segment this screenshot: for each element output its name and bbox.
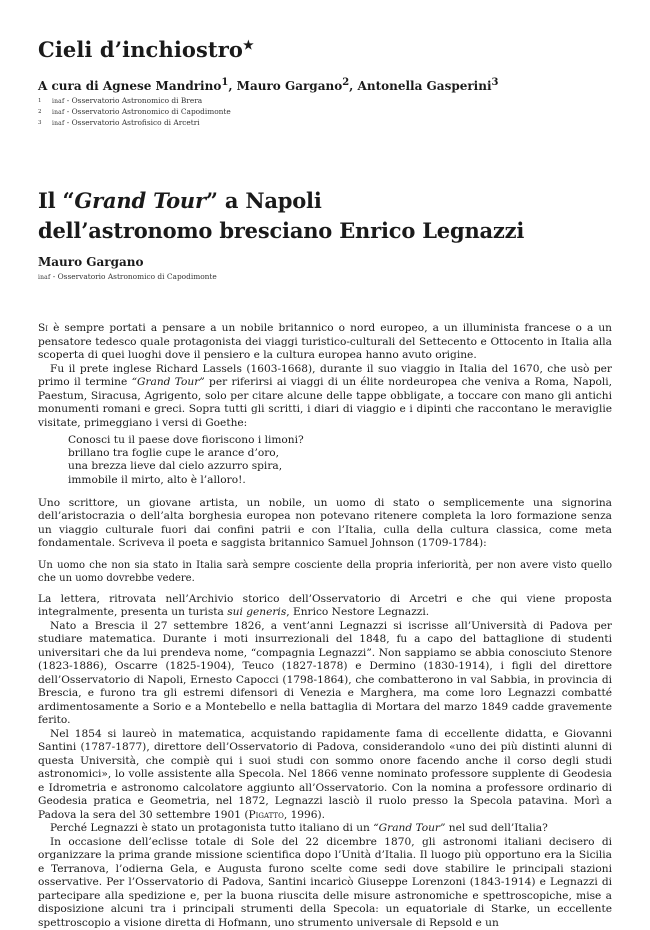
- curator-name: Agnese Mandrino: [102, 79, 222, 93]
- paragraph: Si è sempre portati a pensare a un nobile britannico o nord europeo, a un illuminista francese o a un pensatore tedesco quale protagonista dei viaggi turistico-culturali del Settecento e Ottocento in Italia alla scoperta di quei luoghi dove il pensiero e la cultura europea hanno avuto origine.: [38, 322, 612, 361]
- author-affiliation: inaf - Osservatorio Astronomico di Capodimonte: [38, 272, 217, 281]
- affiliation: 3 inaf - Osservatorio Astrofisico di Arcetri: [38, 118, 200, 127]
- article-title: Il “Grand Tour” a Napoli dell’astronomo bresciano Enrico Legnazzi: [38, 188, 525, 243]
- paragraph: Uno scrittore, un giovane artista, un nobile, un uomo di stato o semplicemente una signorina dell’aristocrazia o dell’alta borghesia europea non potevano ritenere completa la loro formazione senza un viaggio culturale fuori dai confini patrii e con l’Italia, culla della cultura classica, come meta fondamentale. Scriveva il poeta e saggista britannico Samuel Johnson (1709-1784):: [38, 496, 612, 550]
- curators-line: A cura di Agnese Mandrino$^1$, Mauro Gargano$^2$, Antonella Gasperini$^3$: [38, 77, 499, 93]
- paragraph: La lettera, ritrovata nell’Archivio storico dell’Osservatorio di Arcetri e che qui viene proposta integralmente, presenta un turista sui generis, Enrico Nestore Legnazzi.: [38, 592, 612, 619]
- article-body: [38, 322, 612, 930]
- star-icon: ★: [243, 38, 254, 52]
- block-quote: Un uomo che non sia stato in Italia sarà sempre cosciente della propria inferiorità, per non avere visto quello che un uomo dovrebbe vedere.: [38, 559, 612, 584]
- affiliation: 1 inaf - Osservatorio Astronomico di Brera: [38, 96, 203, 105]
- curator-name: Mauro Gargano: [236, 79, 343, 93]
- affiliation: 2 inaf - Osservatorio Astronomico di Capodimonte: [38, 107, 231, 116]
- poem-quote: Conosci tu il paese dove fioriscono i limoni? brillano tra foglie cupe le arance d’oro, una brezza lieve dal cielo azzurro spira, immobile il mirto, alto è l’alloro!.: [68, 434, 304, 486]
- paragraph: In occasione dell’eclisse totale di Sole del 22 dicembre 1870, gli astronomi italiani decisero di organizzare la prima grande missione scientifica dopo l’Unità d’Italia. Il luogo più opportuno era la Sicilia e Terranova, l’odierna Gela, e Augusta furono scelte come sedi dove stabilire le principali stazioni osservative. Per l’Osservatorio di Padova, Santini incaricò Giuseppe Lorenzoni (1843-1914) e Legnazzi di partecipare alla spedizione e, per la buona riuscita delle misure astronomiche e spettroscopiche, mise a disposizione alcuni tra i principali strumenti della Specola: un equatoriale di Starke, un eccellente spettroscopio a visione diretta di Hofmann, uno strumento universale di Repsold e un: [38, 835, 612, 929]
- paragraph: Nel 1854 si laureò in matematica, acquistando rapidamente fama di eccellente didatta, e Giovanni Santini (1787-1877), direttore dell’Osservatorio di Padova, considerandolo «uno dei più distinti alunni di questa Università, che compiè qui i suoi studi con sommo onore facendo anche il corso degli studi astronomici», lo volle assistente alla Specola. Nel 1866 venne nominato professore supplente di Geodesia e Idrometria e astronomo calcolatore aggiunto all’Osservatorio. Con la nomina a professore ordinario di Geodesia pratica e Geometria, nel 1872, Legnazzi lasciò il ruolo presso la Specola patavina. Morì a Padova la sera del 30 settembre 1901 (Pigatto, 1996).: [38, 727, 612, 821]
- paragraph: Perché Legnazzi è stato un protagonista tutto italiano di un “Grand Tour” nel sud dell’Italia?: [50, 822, 548, 835]
- article-author: Mauro Gargano: [38, 255, 144, 269]
- paragraph: Fu il prete inglese Richard Lassels (1603-1668), durante il suo viaggio in Italia del 1670, che usò per primo il termine “Grand Tour” per riferirsi ai viaggi di un élite nordeuropea che veniva a Roma, Napoli, Paestum, Siracusa, Agrigento, solo per citare alcune delle tappe obbligate, a toccare con mano gli antichi monumenti romani e greci. Sopra tutti gli scritti, i diari di viaggio e i dipinti che raccontano le meraviglie visitate, primeggiano i versi di Goethe:: [38, 362, 613, 429]
- rubric-title: Cieli d’inchiostro★: [38, 37, 254, 62]
- curator-name: Antonella Gasperini: [357, 79, 492, 93]
- paragraph: Nato a Brescia il 27 settembre 1826, a vent’anni Legnazzi si iscrisse all’Università di Padova per studiare matematica. Durante i moti insurrezionali del 1848, fu a capo del battaglione di studenti universitari che da lui prendeva nome, “compagnia Legnazzi”. Non sappiamo se abbia conosciuto Stenore (1823-1886), Oscarre (1825-1904), Teuco (1827-1878) e Dermino (1830-1914), i figli del direttore dell’Osservatorio di Napoli, Ernesto Capocci (1798-1864), che combatterono in val Sabbia, in provincia di Brescia, e furono tra gli estremi difensori di Venezia e Marghera, ma come loro Legnazzi combatté ardimentosamente a Sorio e a Montebello e nella battaglia di Mortara del marzo 1849 cadde gravemente ferito.: [38, 619, 612, 727]
